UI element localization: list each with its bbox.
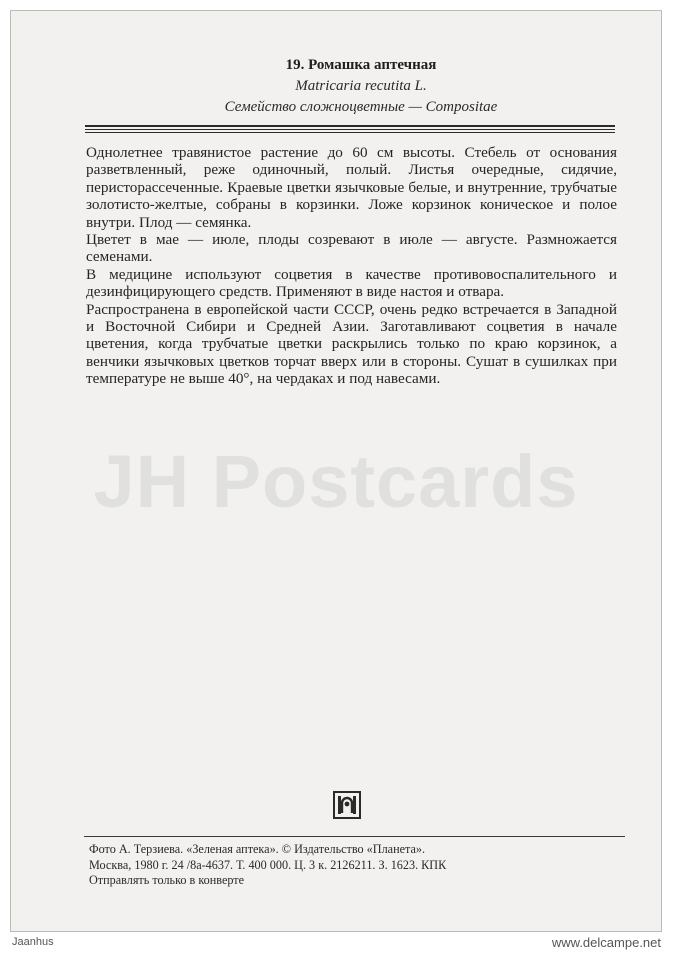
footer-divider [84,836,625,837]
watermark: JH Postcards [93,440,579,523]
latin-name: Matricaria recutita L. [295,78,427,94]
header-divider [85,125,615,133]
paragraph-description: Однолетнее травянистое растение до 60 см высоты. Стебель от основания разветвленный, реже одиночный, полый. Листья очередные, сидячие, перисторассеченные. Краевые цветки язычковые белые, и внутренние, трубчатые золотисто-желтые, собраны в корзинки. Ложе корзинок коническое и полое внутри. Плод — семянка. [86,144,617,231]
paragraph-medicine: В медицине используют соцветия в качестве противовоспалительного и дезинфицирующего средств. Применяют в виде настоя и отвара. [86,265,617,301]
site-label: www.delcampe.net [551,935,661,950]
postcard-back [10,10,662,932]
family-latin: Compositae [425,99,498,115]
publisher-logo-icon [333,791,361,819]
footer-line-mailing-note: Отправлять только в конверте [89,873,245,887]
footer-line-credits: Фото А. Терзиева. «Зеленая аптека». © Издательство «Планета». [89,842,426,856]
paragraph-distribution: Распространена в европейской части СССР, очень редко встречается в Западной и Восточной Сибири и Средней Азии. Заготавливают соцветия в начале цветения, когда трубчатые цветки раскрылись только по краю корзинок, а венчики язычковых цветков торчат вверх или в стороны. Сушат в сушилках при температуре не выше 40°, на чердаках и под навесами. [86,300,617,388]
footer-line-print-info: Москва, 1980 г. 24 /8а-4637. Т. 400 000. Ц. 3 к. 2126211. З. 1623. КПК [89,857,447,872]
paragraph-flowering: Цветет в мае — июле, плоды созревают в июле — августе. Размножается семенами. [86,231,617,266]
family-ru: Семейство сложноцветные — [224,99,426,115]
seller-label: Jaanhus [12,936,54,948]
family-line [11,99,661,116]
publisher-footer [89,842,629,889]
description [86,144,617,388]
plant-title: 19. Ромашка аптечная [285,57,437,73]
